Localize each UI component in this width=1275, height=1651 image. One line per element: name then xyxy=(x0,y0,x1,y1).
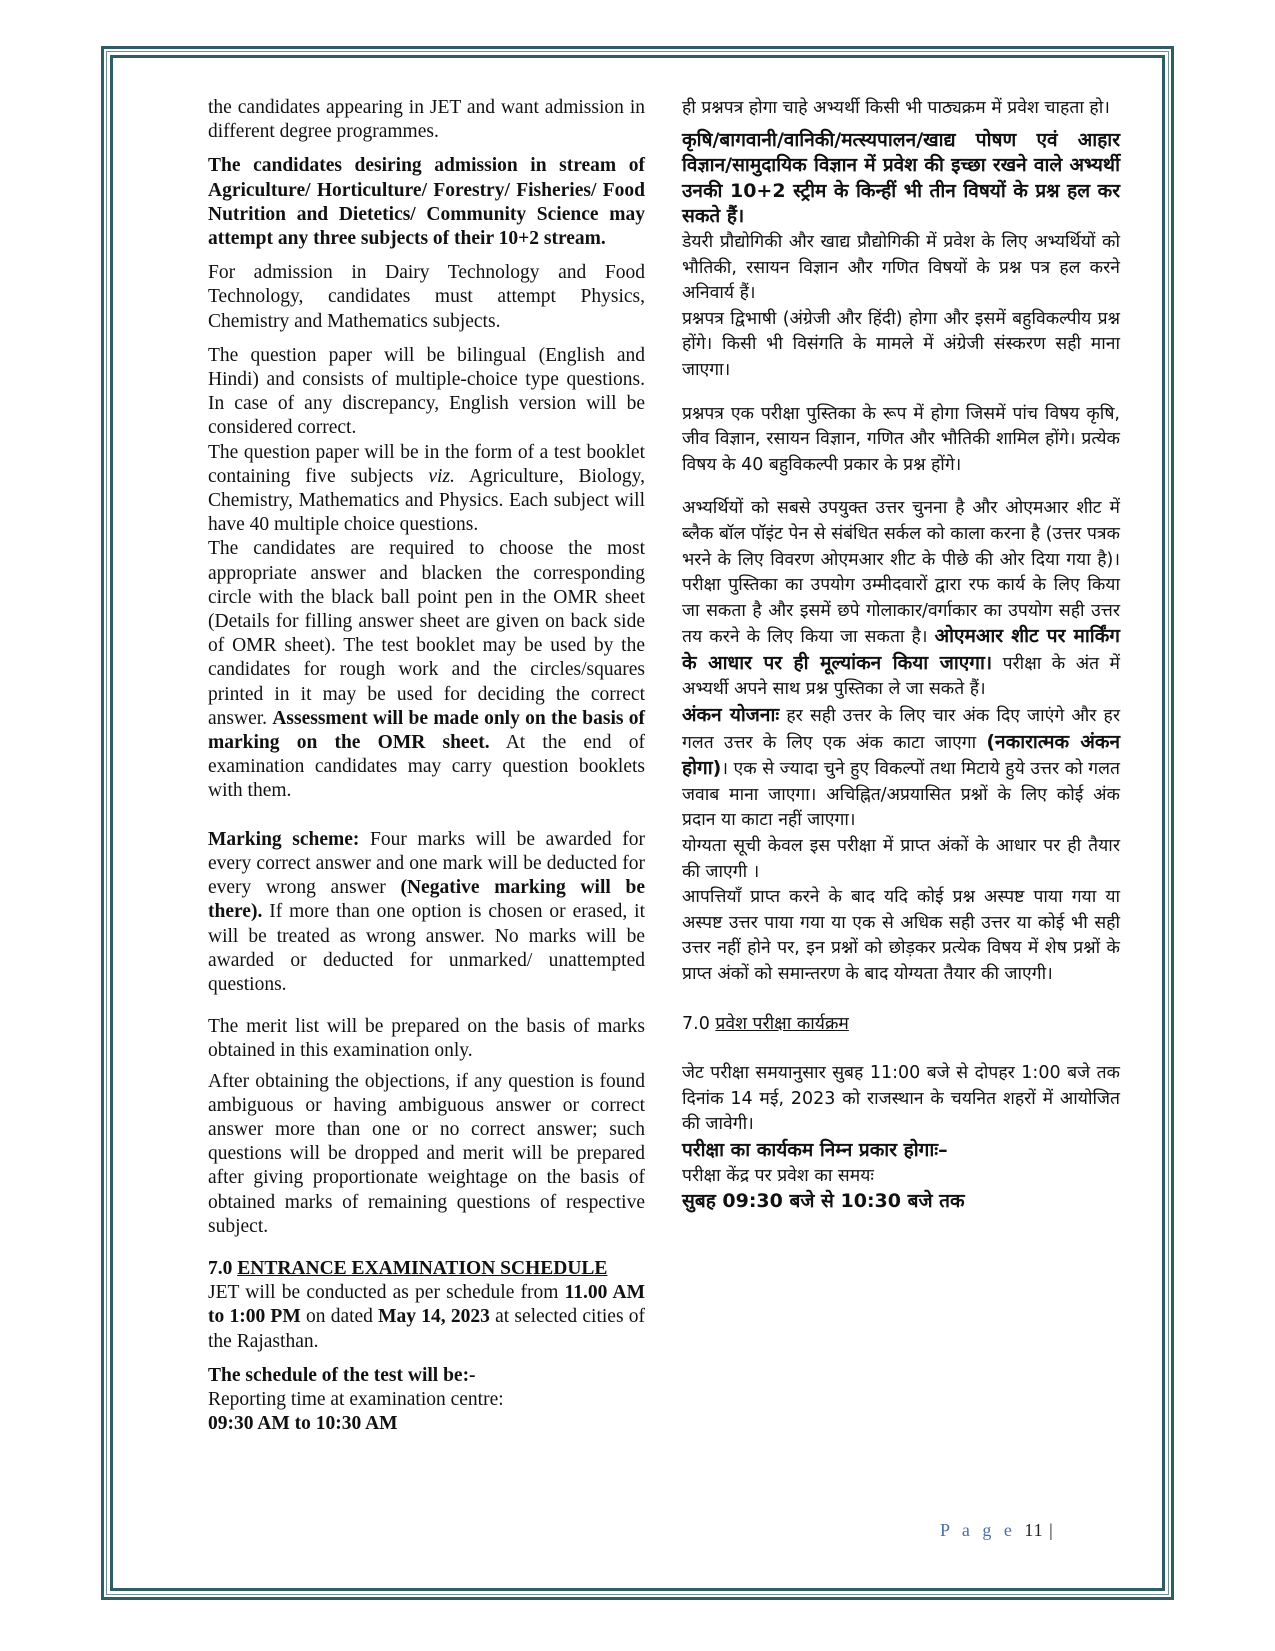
right-para-2: कृषि/बागवानी/वानिकी/मत्स्यपालन/खाद्य पोषण एवं आहार विज्ञान/सामुदायिक विज्ञान में प्रवेश की इच्छा रखने वाले अभ्यर्थी उनकी 10+2 स्ट्रीम के किन्हीं भी तीन विषयों के प्रश्न हल कर सकते हैं। xyxy=(682,128,1120,228)
left-para-7-a: Four marks will be awarded for every correct answer and one mark will be deducted for every wrong answer xyxy=(208,828,645,899)
right-para-5: प्रश्नपत्र एक परीक्षा पुस्तिका के रूप में होगा जिसमें पांच विषय कृषि, जीव विज्ञान, रसायन विज्ञान, गणित और भौतिकी शामिल होंगे। प्रत्येक विषय के 40 बहुविकल्पी प्रकार के प्रश्न होंगे। xyxy=(682,403,1120,475)
left-para-5-a: The question paper will be in the form of a test booklet containing five subjects xyxy=(208,441,645,487)
left-para-10-b: on dated xyxy=(300,1306,379,1328)
right-para-12: परीक्षा केंद्र पर प्रवेश का समयः xyxy=(682,1165,874,1186)
page-word: P a g e xyxy=(940,1520,1016,1540)
right-para-6-bold: ओएमआर शीट पर मार्किंग के आधार पर ही मूल्यांकन किया जाएगा। xyxy=(682,625,1120,674)
left-para-6 xyxy=(208,537,645,803)
left-para-2: The candidates desiring admission in stream of Agriculture/ Horticulture/ Forestry/ Fisheries/ Food Nutrition and Dietetics/ Community Science may attempt any three subjects of their 10+2 stream. xyxy=(208,155,645,250)
left-para-10-c: at selected cities of the Rajasthan. xyxy=(208,1306,645,1352)
marking-scheme-label-hi: अंकन योजनाः xyxy=(682,704,780,727)
section-title-en: ENTRANCE EXAMINATION SCHEDULE xyxy=(237,1257,608,1279)
hindi-column xyxy=(682,96,1120,1215)
exam-date-en: May 14, 2023 xyxy=(378,1306,490,1328)
reporting-time-en: 09:30 AM to 10:30 AM xyxy=(208,1413,398,1435)
right-para-7-bold: (नकारात्मक अंकन होगा) xyxy=(682,730,1120,780)
left-para-4: The question paper will be bilingual (English and Hindi) and consists of multiple-choice type questions. In case of any discrepancy, English version will be considered correct. xyxy=(208,344,645,439)
right-para-7-a: हर सही उत्तर के लिए चार अंक दिए जाएंगे और हर गलत उत्तर के लिए एक अंक काटा जाएगा xyxy=(682,706,1120,753)
right-para-7-b: । एक से ज्यादा चुने हुए विकल्पों तथा मिटाये हुये उत्तर को गलत जवाब माना जाएगा। अचिह्नित/अप्रयासित प्रश्नों के लिए कोई अंक प्रदान या काटा नहीं जाएगा। xyxy=(682,759,1120,831)
left-para-1: the candidates appearing in JET and want admission in different degree programmes. xyxy=(208,97,645,143)
left-para-8: The merit list will be prepared on the basis of marks obtained in this examination only. xyxy=(208,1016,645,1062)
right-para-6-a: अभ्यर्थियों को सबसे उपयुक्त उत्तर चुनना है और ओएमआर शीट में ब्लैक बॉल पॉइंट पेन से संबंधित सर्कल को काला करना है (उत्तर पत्रक भरने के लिए विवरण ओएमआर शीट के पीछे की ओर दिया गया है)। परीक्षा पुस्तिका का उपयोग उम्मीदवारों द्वारा रफ कार्य के लिए किया जा सकता है और इसमें छपे गोलाकार/वर्गाकार का उपयोग सही उत्तर तय करने के लिए किया जा सकता है। xyxy=(682,498,1120,648)
left-para-11: The schedule of the test will be:- xyxy=(208,1364,476,1386)
left-para-12: Reporting time at examination centre: xyxy=(208,1388,504,1410)
section-number-en: 7.0 xyxy=(208,1257,238,1279)
page-number-footer xyxy=(940,1520,1054,1541)
section-heading-hi xyxy=(682,1012,1120,1038)
right-para-6 xyxy=(682,496,1120,703)
left-para-3: For admission in Dairy Technology and Food Technology, candidates must attempt Physics, Chemistry and Mathematics subjects. xyxy=(208,262,645,332)
right-para-8: योग्यता सूची केवल इस परीक्षा में प्राप्त अंकों के आधार पर ही तैयार की जाएगी । xyxy=(682,836,1120,882)
right-para-6-b: परीक्षा के अंत में अभ्यर्थी अपने साथ प्रश्न पुस्तिका ले जा सकते हैं। xyxy=(682,653,1120,700)
section-number-hi: 7.0 xyxy=(682,1013,716,1034)
left-para-10 xyxy=(208,1281,645,1354)
left-para-10-a: JET will be conducted as per schedule from xyxy=(208,1282,565,1304)
left-para-7-b: If more than one option is chosen or erased, it will be treated as wrong answer. No marks will be awarded or deducted for unmarked/ unattempted questions. xyxy=(208,901,645,995)
right-para-1: ही प्रश्नपत्र होगा चाहे अभ्यर्थी किसी भी पाठ्यक्रम में प्रवेश चाहता हो। xyxy=(682,98,1110,118)
left-para-6-b: At the end of examination candidates may carry question booklets with them. xyxy=(208,732,645,802)
marking-scheme-label: Marking scheme: xyxy=(208,828,360,850)
right-para-3: डेयरी प्रौद्योगिकी और खाद्य प्रौद्योगिकी में प्रवेश के लिए अभ्यर्थियों को भौतिकी, रसायन विज्ञान और गणित विषयों के प्रश्न पत्र हल करने अनिवार्य हैं। xyxy=(682,231,1120,304)
right-para-9: आपत्तियाँ प्राप्त करने के बाद यदि कोई प्रश्न अस्पष्ट पाया गया या अस्पष्ट उत्तर पाया गया या एक से अधिक सही उत्तर या कोई भी सही उत्तर नहीं होने पर, इन प्रश्नों को छोड़कर प्रत्येक विषय में शेष प्रश्नों के प्राप्त अंकों को समान्तरण के बाद योग्यता तैयार की जाएगी। xyxy=(682,887,1120,984)
section-title-hi: प्रवेश परीक्षा कार्यक्रम xyxy=(715,1013,849,1034)
right-para-4: प्रश्नपत्र द्विभाषी (अंग्रेजी और हिंदी) होगा और इसमें बहुविकल्पीय प्रश्न होंगे। किसी भी विसंगति के मामले में अंग्रेजी संस्करण सही माना जाएगा। xyxy=(682,308,1120,380)
right-para-7 xyxy=(682,703,1120,834)
left-para-7 xyxy=(208,828,645,997)
left-para-5-viz: viz. xyxy=(428,465,455,487)
exam-time-en: 11.00 AM to 1:00 PM xyxy=(208,1282,645,1328)
reporting-time-hi: सुबह 09:30 बजे से 10:30 बजे तक xyxy=(682,1190,965,1213)
page-number: 11 | xyxy=(1024,1520,1054,1540)
right-para-11: परीक्षा का कार्यकम निम्न प्रकार होगाः– xyxy=(682,1138,948,1161)
left-para-5 xyxy=(208,441,645,538)
left-para-6-bold: Assessment will be made only on the basis of marking on the OMR sheet. xyxy=(208,707,645,754)
english-column xyxy=(208,96,645,1436)
right-para-10: जेट परीक्षा समयानुसार सुबह 11:00 बजे से दोपहर 1:00 बजे तक दिनांक 14 मई, 2023 को राजस्थान के चयनित शहरों में आयोजित की जावेगी। xyxy=(682,1063,1120,1135)
section-heading-en xyxy=(208,1257,645,1281)
left-para-7-bold: (Negative marking will be there). xyxy=(208,877,645,923)
left-para-9: After obtaining the objections, if any question is found ambiguous or having ambiguous answer or correct answer more than one or no correct answer; such questions will be dropped and merit will be prepared after giving proportionate weightage on the basis of obtained marks of remaining questions of respective subject. xyxy=(208,1070,645,1237)
left-para-6-a: The candidates are required to choose the most appropriate answer and blacken the corresponding circle with the black ball point pen in the OMR sheet (Details for filling answer sheet are given on back side of OMR sheet). The test booklet may be used by the candidates for rough work and the circles/squares printed in it may be used for deciding the correct answer. xyxy=(208,538,645,729)
left-para-5-b: Agriculture, Biology, Chemistry, Mathematics and Physics. Each subject will have 40 multiple choice questions. xyxy=(208,465,645,536)
